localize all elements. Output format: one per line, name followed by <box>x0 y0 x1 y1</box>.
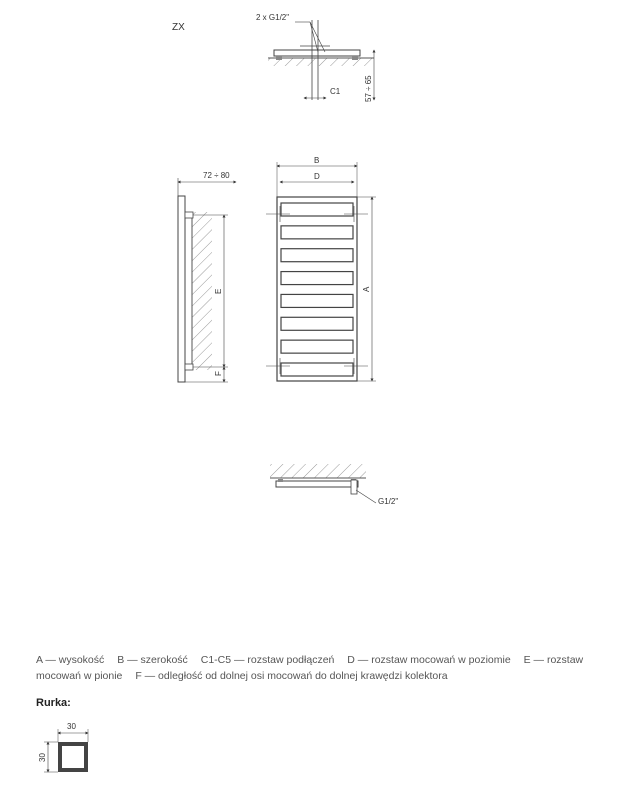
top-view-c1-label: C1 <box>330 87 341 96</box>
front-view-d-label: D <box>314 172 320 181</box>
legend-item-d: D — rozstaw mocowań w poziomie <box>347 654 511 666</box>
tube-section <box>38 722 88 772</box>
legend-item-f: F — odległość od dolnej osi mocowań do dolnej krawędzi kolektora <box>135 670 448 682</box>
side-view-f-label: F <box>214 371 223 376</box>
front-view <box>266 156 376 381</box>
front-view-rung <box>281 226 353 239</box>
bottom-view <box>270 464 398 506</box>
front-view-rung <box>281 363 353 376</box>
side-view-wall-distance-label: 72 ÷ 80 <box>203 171 230 180</box>
front-view-b-label: B <box>314 156 320 165</box>
bottom-view-wall-hatch <box>270 464 366 478</box>
legend-item-c: C1-C5 — rozstaw podłączeń <box>200 654 335 666</box>
tube-width-label: 30 <box>67 722 76 731</box>
side-view-radiator <box>178 196 185 382</box>
front-view-rung <box>281 294 353 307</box>
bottom-view-connection-label: G1/2" <box>378 497 399 506</box>
legend-item-a: A — wysokość <box>36 654 105 666</box>
legend-item-b: B — szerokość <box>117 654 188 666</box>
tube-height-label: 30 <box>38 753 47 762</box>
front-view-rung <box>281 317 353 330</box>
front-view-rung <box>281 340 353 353</box>
model-label: ZX <box>172 22 185 33</box>
side-view-e-label: E <box>214 288 223 294</box>
top-view-depth-label: 57 ÷ 65 <box>364 75 373 102</box>
front-view-a-label: A <box>362 286 371 292</box>
front-view-rung <box>281 249 353 262</box>
top-view-wall-hatch <box>268 58 374 66</box>
top-view <box>256 13 374 102</box>
front-view-rung <box>281 203 353 216</box>
top-view-radiator <box>274 50 360 56</box>
side-view-wall-hatch <box>192 212 212 370</box>
side-view <box>178 171 236 382</box>
tube-title: Rurka: <box>36 697 71 709</box>
front-view-rung <box>281 272 353 285</box>
top-view-connection-label: 2 x G1/2" <box>256 13 290 22</box>
legend-item-e: E — rozstaw mocowań w pionie <box>36 654 584 682</box>
legend <box>36 652 616 684</box>
tube-inner <box>62 746 84 768</box>
bottom-view-radiator <box>276 481 358 487</box>
